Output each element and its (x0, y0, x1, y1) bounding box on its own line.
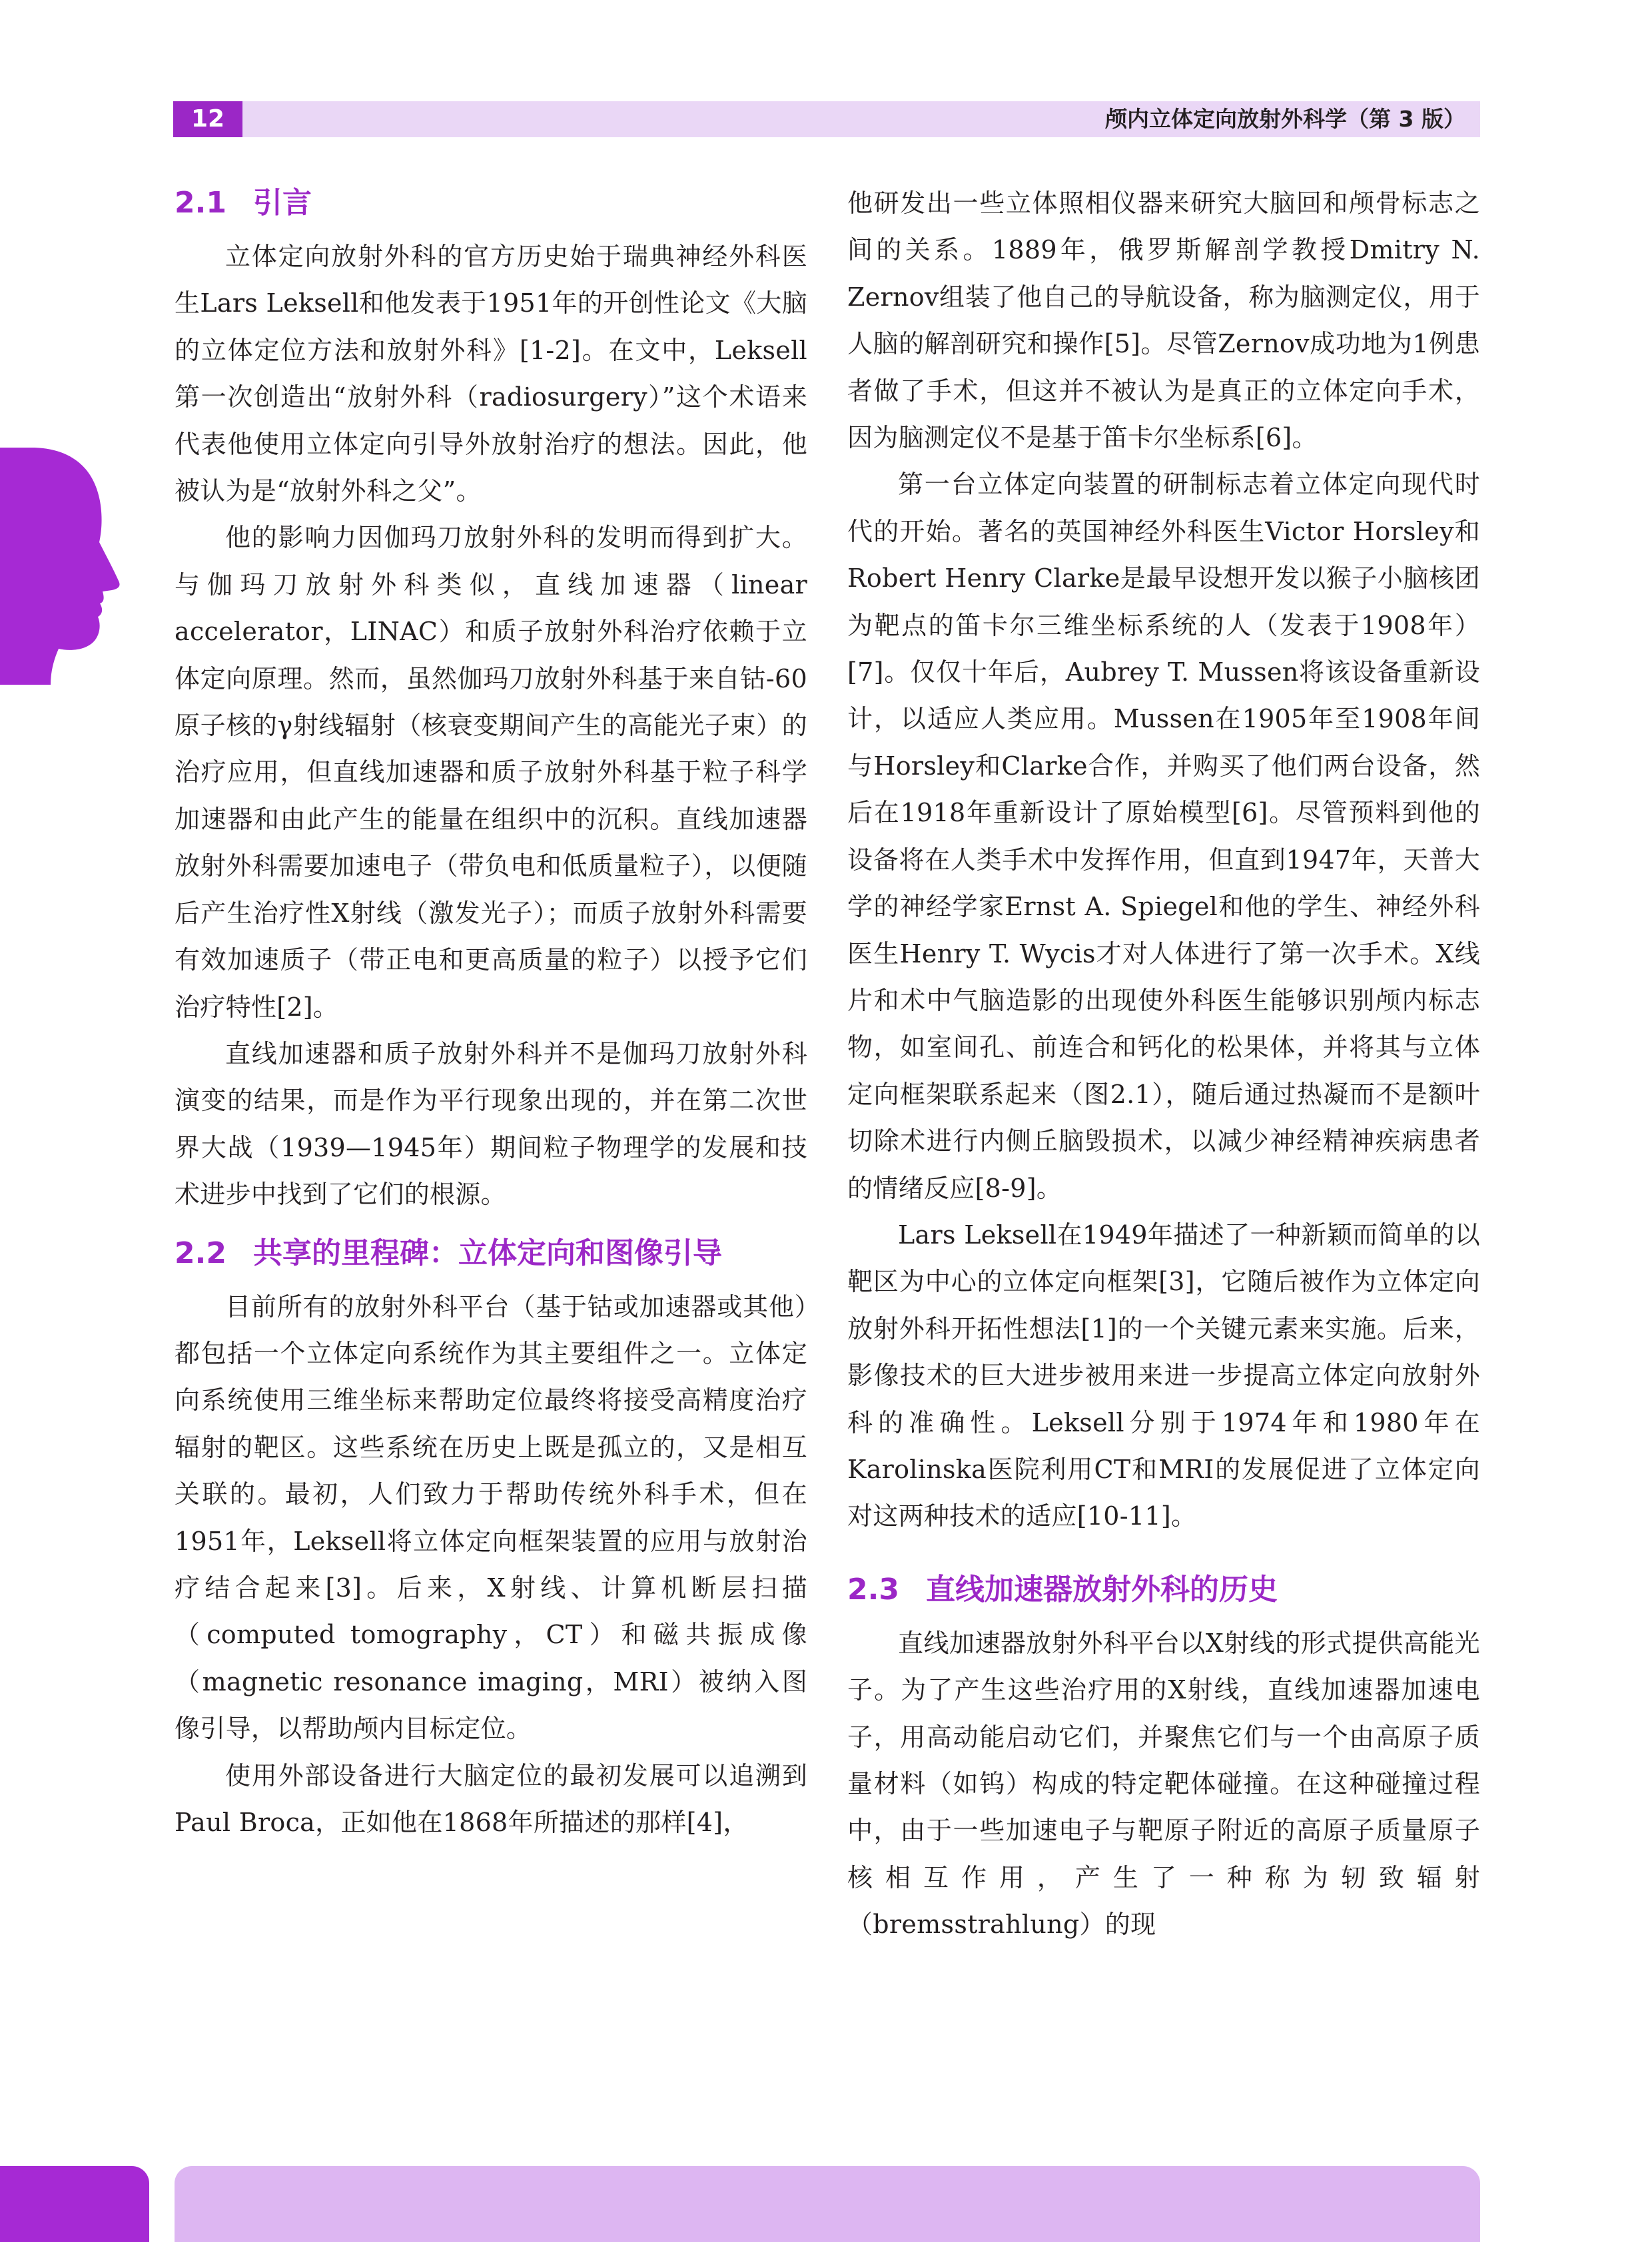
right-column (847, 180, 1480, 1948)
section-title: 直线加速器放射外科的历史 (926, 1572, 1278, 1607)
paragraph: 直线加速器和质子放射外科并不是伽玛刀放射外科演变的结果，而是作为平行现象出现的，并在第二次世界大战（1939—1945年）期间粒子物理学的发展和技术进步中找到了它们的根源。 (175, 1038, 807, 1210)
page-number: 12 (173, 101, 242, 137)
left-column (175, 180, 807, 1846)
section-number: 2.2 (175, 1236, 226, 1270)
section-number: 2.3 (847, 1572, 899, 1607)
head-silhouette-icon (0, 448, 121, 685)
footer-bar (175, 2166, 1480, 2242)
section-heading (175, 1230, 807, 1277)
paragraph: 目前所有的放射外科平台（基于钴或加速器或其他）都包括一个立体定向系统作为其主要组件之一。立体定向系统使用三维坐标来帮助定位最终将接受高精度治疗辐射的靶区。这些系统在历史上既是孤立的，又是相互关联的。最初，人们致力于帮助传统外科手术，但在1951年，Leksell将立体定向框架装置的应用与放射治疗结合起来[3]。后来，X射线、计算机断层扫描（computed tomography，CT）和磁共振成像（magnetic resonance imaging，MRI）被纳入图像引导，以帮助颅内目标定位。 (175, 1292, 807, 1744)
section-title: 共享的里程碑：立体定向和图像引导 (253, 1236, 722, 1270)
paragraph: 第一台立体定向装置的研制标志着立体定向现代时代的开始。著名的英国神经外科医生Victor Horsley和Robert Henry Clarke是最早设想开发以猴子小脑核团为靶点的笛卡尔三维坐标系统的人（发表于1908年）[7]。仅仅十年后，Aubrey T. Mussen将该设备重新设计，以适应人类应用。Mussen在1905年至1908年间与Horsley和Clarke合作，并购买了他们两台设备，然后在1918年重新设计了原始模型[6]。尽管预料到他的设备将在人类手术中发挥作用，但直到1947年，天普大学的神经学家Ernst A. Spiegel和他的学生、神经外科医生Henry T. Wycis才对人体进行了第一次手术。X线片和术中气脑造影的出现使外科医生能够识别颅内标志物，如室间孔、前连合和钙化的松果体，并将其与立体定向框架联系起来（图2.1），随后通过热凝而不是额叶切除术进行内侧丘脑毁损术，以减少神经精神疾病患者的情绪反应[8-9]。 (847, 470, 1480, 1203)
section-heading (175, 180, 807, 226)
book-title: 颅内立体定向放射外科学（第 3 版） (1105, 106, 1465, 132)
paragraph: 立体定向放射外科的官方历史始于瑞典神经外科医生Lars Leksell和他发表于1951年的开创性论文《大脑的立体定位方法和放射外科》[1-2]。在文中，Leksell第一次创造出“放射外科（radiosurgery）”这个术语来代表他使用立体定向引导外放射治疗的想法。因此，他被认为是“放射外科之父”。 (175, 242, 807, 506)
paragraph-continued: 他研发出一些立体照相仪器来研究大脑回和颅骨标志之间的关系。1889年，俄罗斯解剖学教授Dmitry N. Zernov组装了他自己的导航设备，称为脑测定仪，用于人脑的解剖研究和操作[5]。尽管Zernov成功地为1例患者做了手术，但这并不被认为是真正的立体定向手术，因为脑测定仪不是基于笛卡尔坐标系[6]。 (847, 188, 1480, 453)
paragraph: 他的影响力因伽玛刀放射外科的发明而得到扩大。与伽玛刀放射外科类似，直线加速器（linear accelerator，LINAC）和质子放射外科治疗依赖于立体定向原理。然而，虽然伽玛刀放射外科基于来自钴-60原子核的γ射线辐射（核衰变期间产生的高能光子束）的治疗应用，但直线加速器和质子放射外科基于粒子科学加速器和由此产生的能量在组织中的沉积。直线加速器放射外科需要加速电子（带负电和低质量粒子），以便随后产生治疗性X射线（激发光子）；而质子放射外科需要有效加速质子（带正电和更高质量的粒子）以授予它们治疗特性[2]。 (175, 523, 807, 1022)
section-title: 引言 (253, 186, 312, 220)
footer-tab (0, 2166, 149, 2242)
section-heading (847, 1567, 1480, 1613)
paragraph: 直线加速器放射外科平台以X射线的形式提供高能光子。为了产生这些治疗用的X射线，直线加速器加速电子，用高动能启动它们，并聚焦它们与一个由高原子质量材料（如钨）构成的特定靶体碰撞。在这种碰撞过程中，由于一些加速电子与靶原子附近的高原子质量原子核相互作用，产生了一种称为轫致辐射（bremsstrahlung）的现 (847, 1628, 1480, 1940)
paragraph: Lars Leksell在1949年描述了一种新颖而简单的以靶区为中心的立体定向框架[3]，它随后被作为立体定向放射外科开拓性想法[1]的一个关键元素来实施。后来，影像技术的巨大进步被用来进一步提高立体定向放射外科的准确性。Leksell分别于1974年和1980年在Karolinska医院利用CT和MRI的发展促进了立体定向对这两种技术的适应[10-11]。 (847, 1220, 1480, 1531)
section-number: 2.1 (175, 186, 226, 220)
paragraph: 使用外部设备进行大脑定位的最初发展可以追溯到Paul Broca，正如他在1868年所描述的那样[4]， (175, 1760, 807, 1837)
